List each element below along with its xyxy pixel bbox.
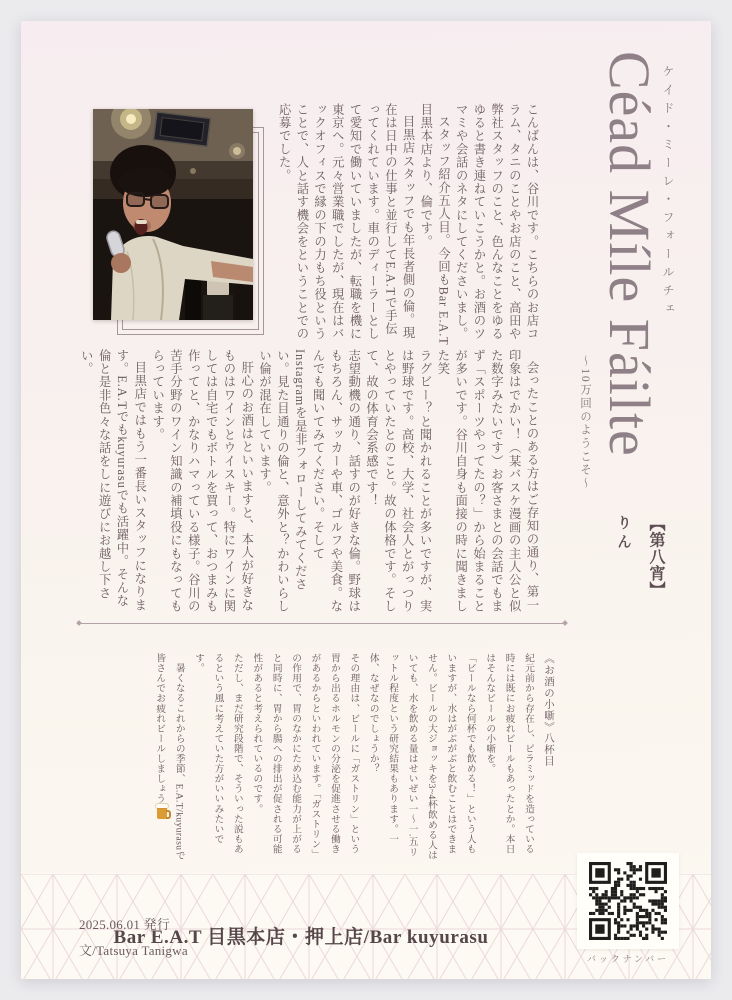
closing-paragraph xyxy=(150,653,189,861)
masthead-subtitle: 〜10万回のようこそ〜 xyxy=(579,355,591,491)
divider-end-diamond xyxy=(562,620,568,626)
masthead-title: Céad Míle Fáilte xyxy=(596,51,662,457)
paragraph: 肝心のお酒はといいますと、本人が好きなものはワインとウイスキー。特にワインに関しては自宅でもボトルを買って、おつまみも作ってと、かなりハマっている様子。谷川の苦手分野のワイン知識の補填役にもなってもらっています。 xyxy=(150,349,254,613)
staff-name: りん xyxy=(615,515,631,554)
closing-text: 暑くなるこれからの季節、E.A.T/kuyurasuで皆さんでお疲れビールしましょう xyxy=(154,653,185,861)
paragraph: 「ビールなら何杯でも飲める！」という人もいますが、水はがぶがぶと飲むことはできません。ビールの大ジョッキを3~4杯飲める人はいても、水を飲める量はせいぜい一〜一.五リットル程度という研究結果もあります。一体、なぜなのでしょうか？ xyxy=(367,653,476,860)
shops-title: Bar E.A.T 目黒本店・押上店/Bar kuyurasu xyxy=(113,927,489,948)
staff-karaoke-photo xyxy=(93,109,253,320)
sake-column-block xyxy=(85,653,559,861)
paragraph: 目黒店スタッフでも年長者側の倫。現在は日中の仕事と並行してE.A.Tで手伝ってくれています。車のディーラーとして愛知で働いていましたが、転職を機に東京へ。元々営業職でしたが、現在はバックオフィスで縁の下の力もち役ということで、人と話す機会をということでの応募でした。 xyxy=(277,103,416,341)
publish-date: 2025.06.01 発行 xyxy=(79,917,171,932)
article-intro-block xyxy=(277,103,540,347)
masthead-furigana: ケイド・ミーレ・フォールチェ xyxy=(661,65,675,321)
qr-code xyxy=(589,862,667,940)
article-profile-block xyxy=(68,349,540,613)
newsletter-sheet xyxy=(21,21,711,979)
episode-block xyxy=(613,515,667,665)
paragraph: 志望動機の通り、話すのが好きな倫。野球はもちろん、サッカーや車、ゴルフや美食。なんでも聞いてみてください。そしてInstagramを是非フォローしてみてください。見た目通りの倫と、意外と？かわいらしい倫が混在しています。 xyxy=(257,349,361,613)
qr-card xyxy=(577,853,679,949)
paragraph: こんばんは、谷川です。こちらのお店コラム、タニのことやお店のこと、高田や弊社スタッフのこと、色んなことをゆるゆると書き連ねていこうかと。お酒のツマミや会話のネタにしてくださいまし。 xyxy=(454,103,539,341)
beer-mug-icon xyxy=(157,807,167,819)
paragraph: ラグビー？と聞かれることが多いですが、実は野球です。高校、大学、社会人とがっつりとやっていたとのこと。故の体格です。そして、故の体育会系感です！ xyxy=(364,349,433,613)
episode-number: 【第八宵】 xyxy=(647,515,664,599)
sake-column-heading: 《お酒の小噺》八杯目 xyxy=(543,653,554,767)
paragraph: その理由は、ビールに「ガストリン」という胃から出るホルモンの分泌を促進させる働きがあるからといわれています。「ガストリン」の作用で、胃のなかにため込む能力が上がると同時に、胃から腸への排出が促される可能性があると考えられているのです。 xyxy=(251,653,360,860)
karaoke-photo-illustration xyxy=(93,109,253,320)
qr-label: バックナンバー xyxy=(586,954,670,964)
paragraph: スタッフ紹介五人目。今回もBar E.A.T目黒本店より、倫です。 xyxy=(418,103,451,346)
paragraph: 紀元前から存在し、ピラミッドを造っている時には既にお疲れビールもあったとか。本日はそんなビールの小噺を。 xyxy=(484,653,534,854)
divider-end-diamond xyxy=(76,620,82,626)
paragraph: ただし、まだ研究段階で、そういった説もあるという風に考えていた方がいいみたいです。 xyxy=(193,653,243,854)
divider-line xyxy=(81,623,563,624)
paragraph: 会ったことのある方はご存知の通り、第一印象はでかい！（某バスケ漫画の主人公と似た数字みたいです）お客さまとの会話でもまず「スポーツやってたの？」から始まることが多いです。谷川自身も面接の時に聞きました笑 xyxy=(435,349,539,613)
paragraph: 目黒店ではもう一番長いスタッフになります。E.A.Tでもkuyurasuでも活躍中。そんな倫と是非色々な話をしに遊びにお越し下さい。 xyxy=(79,349,147,613)
author-credit: 文/Tatsuya Tanigwa xyxy=(79,943,188,958)
section-divider xyxy=(77,621,567,625)
